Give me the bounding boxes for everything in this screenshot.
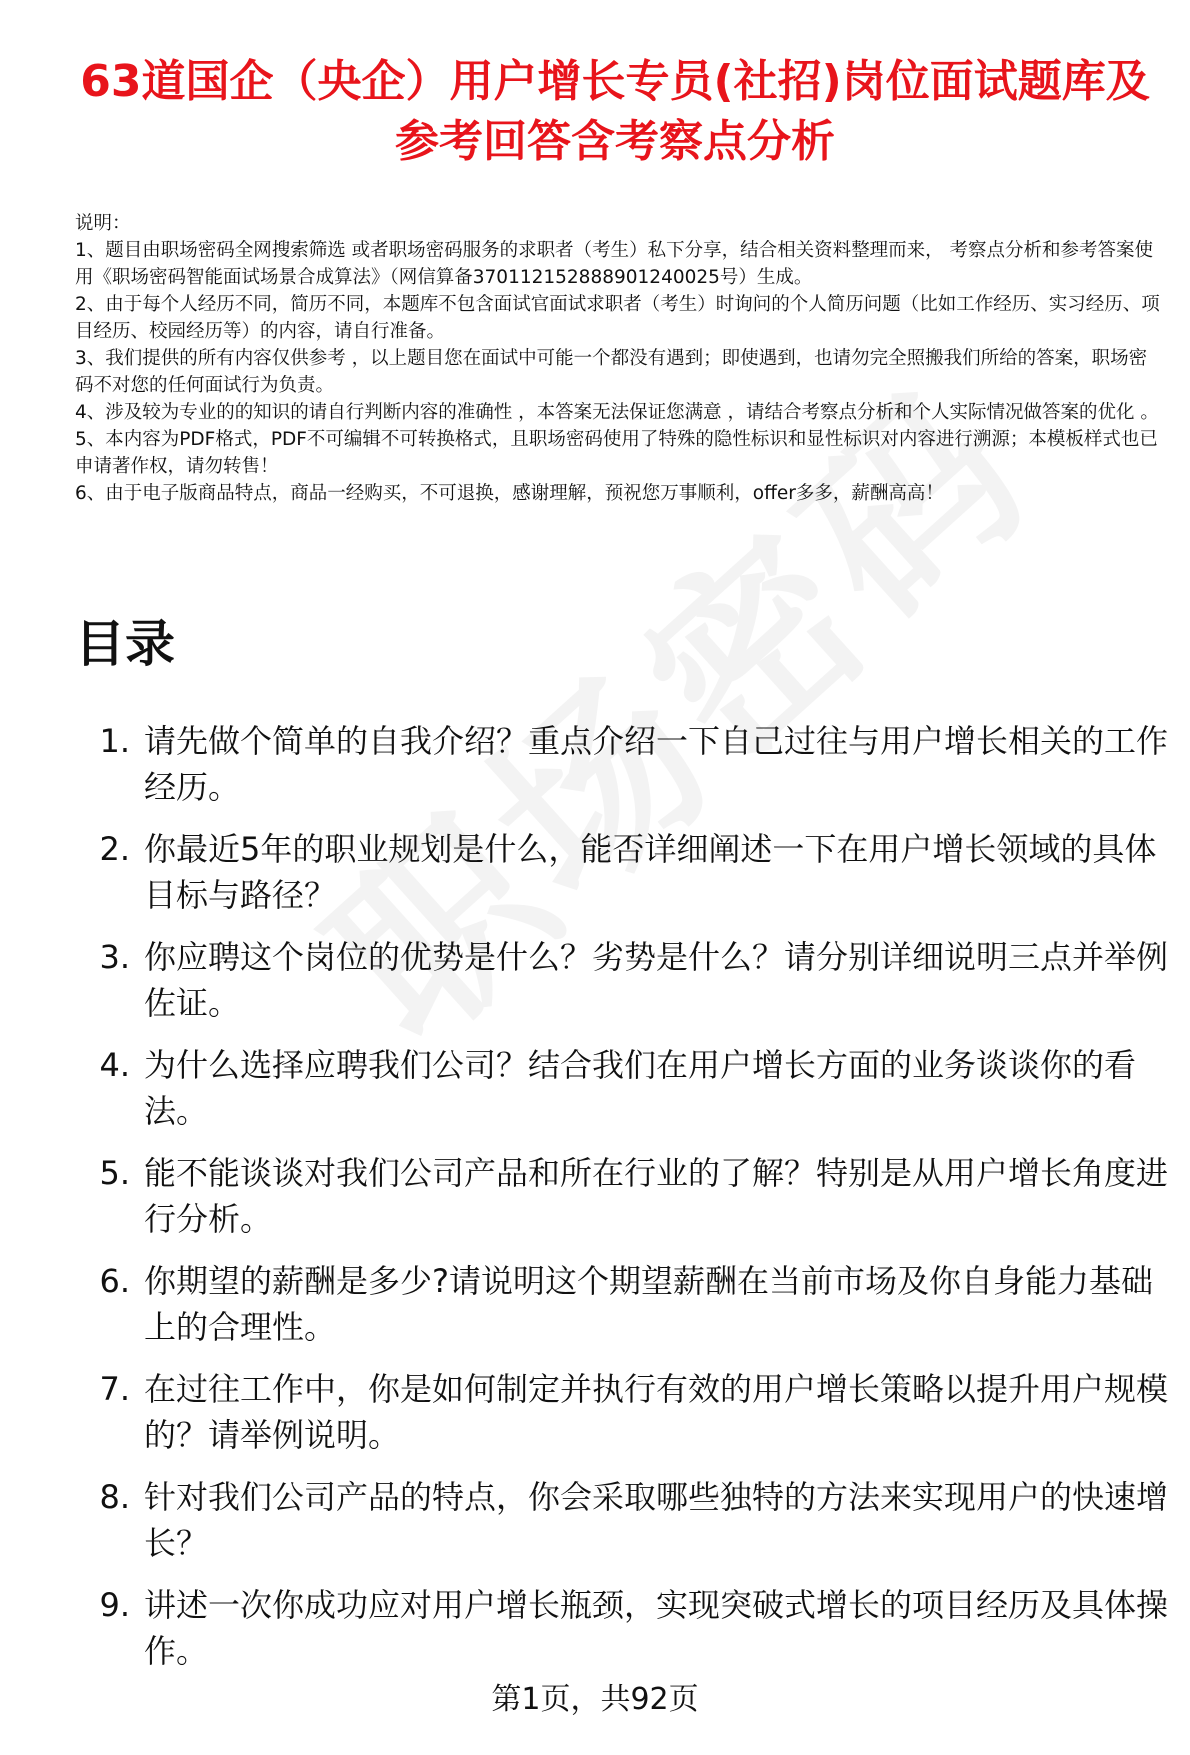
toc-item-text: 针对我们公司产品的特点，你会采取哪些独特的方法来实现用户的快速增长？ xyxy=(144,1478,1169,1562)
toc-item[interactable] xyxy=(75,1474,1170,1566)
toc-item[interactable] xyxy=(75,1150,1170,1242)
page-footer: 第1页，共92页 xyxy=(491,1682,699,1717)
toc-item-text: 为什么选择应聘我们公司？结合我们在用户增长方面的业务谈谈你的看法。 xyxy=(144,1046,1137,1130)
toc-item[interactable] xyxy=(75,1042,1170,1134)
toc-item-number: 9. xyxy=(99,1586,130,1624)
toc-item[interactable] xyxy=(75,718,1170,810)
note-item: 4、涉及较为专业的的知识的请自行判断内容的准确性 ，本答案无法保证您满意 ，请结合考察点分析和个人实际情况做答案的优化 。 xyxy=(75,402,1159,423)
toc-item-number: 2. xyxy=(99,830,130,868)
note-item: 3、我们提供的所有内容仅供参考 ，以上题目您在面试中可能一个都没有遇到；即使遇到，也请勿完全照搬我们所给的答案，职场密码不对您的任何面试行为负责。 xyxy=(75,348,1148,396)
toc-item-text: 能不能谈谈对我们公司产品和所在行业的了解？特别是从用户增长角度进行分析。 xyxy=(144,1154,1169,1238)
toc-item[interactable] xyxy=(75,826,1170,918)
toc-item-text: 在过往工作中，你是如何制定并执行有效的用户增长策略以提升用户规模的？请举例说明。 xyxy=(144,1370,1169,1454)
document-title: 63道国企（央企）用户增长专员(社招)岗位面试题库及参考回答含考察点分析 xyxy=(80,56,1150,167)
toc-item[interactable] xyxy=(75,1366,1170,1458)
toc-item[interactable] xyxy=(75,934,1170,1026)
toc-item[interactable] xyxy=(75,1582,1170,1674)
toc-item-text: 请先做个简单的自我介绍？重点介绍一下自己过往与用户增长相关的工作经历。 xyxy=(144,722,1169,806)
notes-heading: 说明： xyxy=(75,213,131,234)
toc-list xyxy=(75,718,1170,1690)
note-item: 1、题目由职场密码全网搜索筛选 或者职场密码服务的求职者（考生）私下分享，结合相关资料整理而来， 考察点分析和参考答案使用《职场密码智能面试场景合成算法》（网信算备370112152888901240025号）生成。 xyxy=(75,240,1154,288)
toc-item-number: 3. xyxy=(99,938,130,976)
toc-item-text: 你最近5年的职业规划是什么，能否详细阐述一下在用户增长领域的具体目标与路径？ xyxy=(144,830,1157,914)
toc-item-text: 你期望的薪酬是多少?请说明这个期望薪酬在当前市场及你自身能力基础上的合理性。 xyxy=(144,1262,1153,1346)
toc-item-number: 6. xyxy=(99,1262,130,1300)
note-item: 2、由于每个人经历不同，简历不同，本题库不包含面试官面试求职者（考生）时询问的个人简历问题（比如工作经历、实习经历、项目经历、校园经历等）的内容，请自行准备。 xyxy=(75,294,1160,342)
note-item: 6、由于电子版商品特点，商品一经购买，不可退换，感谢理解，预祝您万事顺利，offer多多，薪酬高高！ xyxy=(75,483,944,504)
toc-item-number: 7. xyxy=(99,1370,130,1408)
toc-item-text: 讲述一次你成功应对用户增长瓶颈，实现突破式增长的项目经历及具体操作。 xyxy=(144,1586,1169,1670)
toc-item-number: 1. xyxy=(99,722,130,760)
toc-heading: 目录 xyxy=(75,615,175,673)
toc-item[interactable] xyxy=(75,1258,1170,1350)
note-item: 5、本内容为PDF格式，PDF不可编辑不可转换格式，且职场密码使用了特殊的隐性标识和显性标识对内容进行溯源；本模板样式也已申请著作权，请勿转售！ xyxy=(75,429,1158,477)
toc-item-text: 你应聘这个岗位的优势是什么？劣势是什么？请分别详细说明三点并举例佐证。 xyxy=(144,938,1169,1022)
toc-item-number: 5. xyxy=(99,1154,130,1192)
notes-section xyxy=(75,210,1165,507)
toc-item-number: 4. xyxy=(99,1046,130,1084)
toc-item-number: 8. xyxy=(99,1478,130,1516)
